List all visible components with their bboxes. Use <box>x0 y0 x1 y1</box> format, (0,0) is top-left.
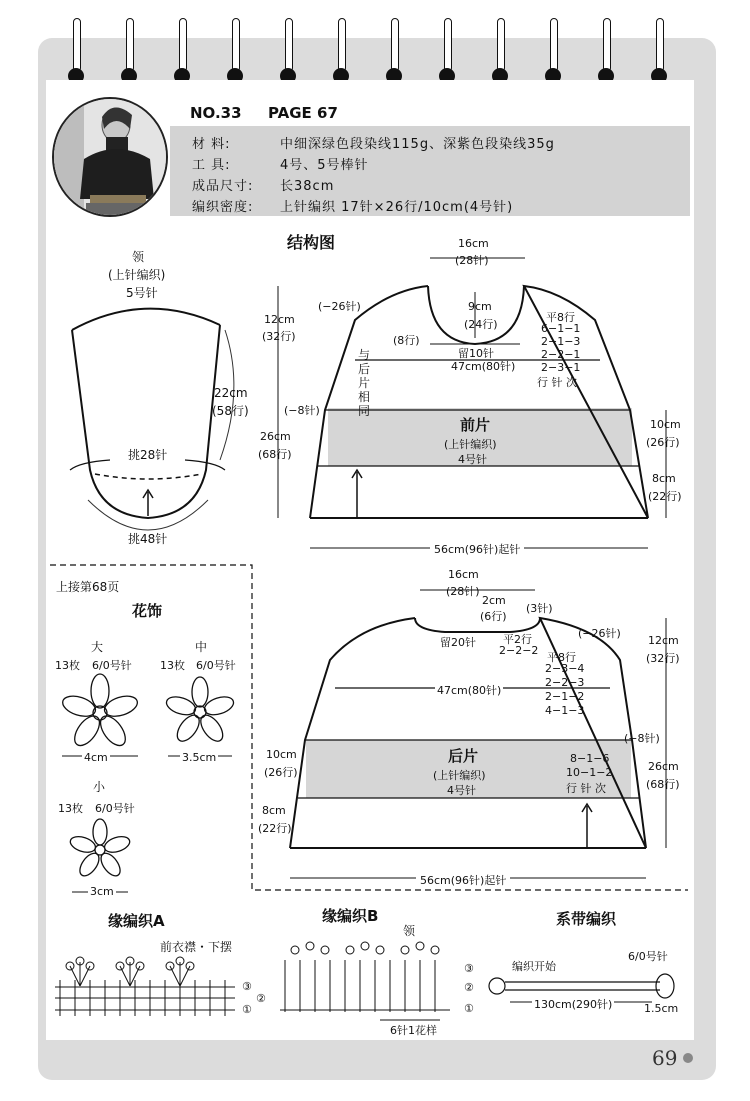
collar-pick-bottom: 挑48针 <box>128 532 168 546</box>
back-stitch: (上针编织) <box>433 769 486 782</box>
collar-diagram <box>70 309 234 530</box>
front-band-rows: (26行) <box>646 436 680 449</box>
spec-label: 工 具: <box>192 158 231 173</box>
front-neck-cm: 9cm <box>468 300 492 313</box>
front-same-as-back: 与后片相同 <box>358 348 371 418</box>
back-needle: 4号针 <box>447 784 476 797</box>
spec-value: 上针编织 17针×26行/10cm(4号针) <box>280 200 514 215</box>
edge-a-title: 缘编织A <box>108 912 165 930</box>
back-shoulder-cm: 12cm <box>648 634 679 647</box>
front-band-cm: 10cm <box>650 418 681 431</box>
collar-pick-top: 挑28针 <box>128 448 168 462</box>
front-top-width-cm: 16cm <box>458 237 489 250</box>
back-neck-cm: 2cm <box>482 594 506 607</box>
spec-value: 4号、5号棒针 <box>280 158 369 173</box>
front-body-rows: (68行) <box>258 448 292 461</box>
back-band-cm: 10cm <box>266 748 297 761</box>
shaping-row: 2−1−3 <box>541 335 581 348</box>
spec-label: 编织密度: <box>192 200 254 215</box>
shaping-row: 平8行 <box>547 651 576 664</box>
back-mid-width: 47cm(80针) <box>437 684 502 697</box>
front-keep: 留10针 <box>458 347 494 360</box>
front-dec-26: (−26针) <box>318 300 361 313</box>
back-top-width-st: (28针) <box>446 585 480 598</box>
pattern-number: NO.33 <box>190 104 242 122</box>
back-shoulder-rows: (32行) <box>646 652 680 665</box>
edge-b-title: 缘编织B <box>322 907 379 925</box>
front-dec-8: (−8针) <box>284 404 320 417</box>
shaping-row: 4−1−3 <box>545 704 585 717</box>
front-needle: 4号针 <box>458 453 487 466</box>
front-neck-rows: (24行) <box>464 318 498 331</box>
flower-medium-count: 13枚 <box>160 659 185 672</box>
back-body-rows: (68行) <box>646 778 680 791</box>
shaping-row: 2−1−2 <box>545 690 585 703</box>
flower-small-width: 3cm <box>90 885 114 898</box>
front-body-cm: 26cm <box>260 430 291 443</box>
edge-a-row: ① <box>242 1003 252 1016</box>
flower-small-hook: 6/0号针 <box>95 802 135 815</box>
flower-icon <box>683 1053 693 1063</box>
front-dec-8-rows: (8行) <box>393 334 420 347</box>
edge-a-row: ③ <box>242 980 252 993</box>
collar-height-rows: (58行) <box>212 404 249 418</box>
page-number: 69 <box>652 1046 678 1070</box>
tie-hook: 6/0号针 <box>628 950 668 963</box>
front-mid-width: 47cm(80针) <box>451 360 516 373</box>
shaping-row: 2−2−3 <box>545 676 585 689</box>
shaping-row: 2−3−4 <box>545 662 585 675</box>
flowers-title: 花饰 <box>132 602 163 620</box>
shaping-row: 平8行 <box>546 311 575 324</box>
back-keep: 留20针 <box>440 636 476 649</box>
edge-b-row: ② <box>464 981 474 994</box>
spec-value: 中细深绿色段染线115g、深紫色段染线35g <box>280 137 555 152</box>
back-dec-26: (−26针) <box>578 627 621 640</box>
back-dec-8: (−8针) <box>624 732 660 745</box>
back-neck-rows: (6行) <box>480 610 507 623</box>
flower-medium-size: 中 <box>195 640 208 654</box>
shaping-row: 行 针 次 <box>537 376 577 389</box>
flower-small-count: 13枚 <box>58 802 83 815</box>
flower-large-size: 大 <box>91 640 104 654</box>
flower-medium-width: 3.5cm <box>182 751 217 764</box>
back-body-cm: 26cm <box>648 760 679 773</box>
back-hem-rows: (22行) <box>258 822 292 835</box>
collar-title: 领 <box>132 250 145 264</box>
edge-a-sub: 前衣襟・下摆 <box>160 940 233 954</box>
edge-b-repeat: 6针1花样 <box>390 1024 437 1037</box>
collar-stitch: (上针编织) <box>108 268 166 282</box>
edge-b-chart <box>280 942 450 1020</box>
flower-large-count: 13枚 <box>55 659 80 672</box>
tie-start: 编织开始 <box>512 960 556 973</box>
collar-needle: 5号针 <box>126 286 158 300</box>
front-name: 前片 <box>460 416 491 434</box>
spec-value: 长38cm <box>280 179 335 194</box>
tie-width: 1.5cm <box>644 1002 679 1015</box>
collar-height-cm: 22cm <box>214 386 248 400</box>
shaping-row: 8−1−6 <box>570 752 610 765</box>
flower-large-width: 4cm <box>84 751 108 764</box>
front-hem-rows: (22行) <box>648 490 682 503</box>
front-shoulder-rows: (32行) <box>262 330 296 343</box>
back-hem-cm: 8cm <box>262 804 286 817</box>
shaping-row: 2−3−1 <box>541 361 581 374</box>
edge-b-sub: 领 <box>403 924 416 938</box>
shaping-row: 10−1−2 <box>566 766 613 779</box>
structure-title: 结构图 <box>287 233 336 252</box>
back-cast-on: 56cm(96针)起针 <box>416 872 510 888</box>
spec-label: 材 料: <box>192 137 231 152</box>
front-cast-on: 56cm(96针)起针 <box>430 541 524 557</box>
back-dec-3: (3针) <box>526 602 553 615</box>
flower-small-size: 小 <box>93 780 106 794</box>
back-name: 后片 <box>448 747 479 765</box>
back-neck-shaping: 平2行 <box>503 633 532 646</box>
front-hem-cm: 8cm <box>652 472 676 485</box>
back-band-rows: (26行) <box>264 766 298 779</box>
edge-a-chart <box>55 957 235 1016</box>
page-reference: PAGE 67 <box>268 104 338 122</box>
shaping-row: 2−2−1 <box>541 348 581 361</box>
edge-a-row: ② <box>256 992 266 1005</box>
back-top-width-cm: 16cm <box>448 568 479 581</box>
front-shoulder-cm: 12cm <box>264 313 295 326</box>
edge-b-row: ③ <box>464 962 474 975</box>
back-neck-shaping: 2−2−2 <box>499 644 539 657</box>
shaping-row: 6−1−1 <box>541 322 581 335</box>
front-stitch: (上针编织) <box>444 438 497 451</box>
flower-medium-hook: 6/0号针 <box>196 659 236 672</box>
flower-motifs <box>60 674 236 892</box>
shaping-row: 行 针 次 <box>566 782 606 795</box>
edge-b-row: ① <box>464 1002 474 1015</box>
flower-large-hook: 6/0号针 <box>92 659 132 672</box>
tie-title: 系带编织 <box>556 910 617 928</box>
spec-label: 成品尺寸: <box>192 179 254 194</box>
tie-length: 130cm(290针) <box>534 998 613 1011</box>
front-top-width-st: (28针) <box>455 254 489 267</box>
continue-note: 上接第68页 <box>56 580 120 594</box>
